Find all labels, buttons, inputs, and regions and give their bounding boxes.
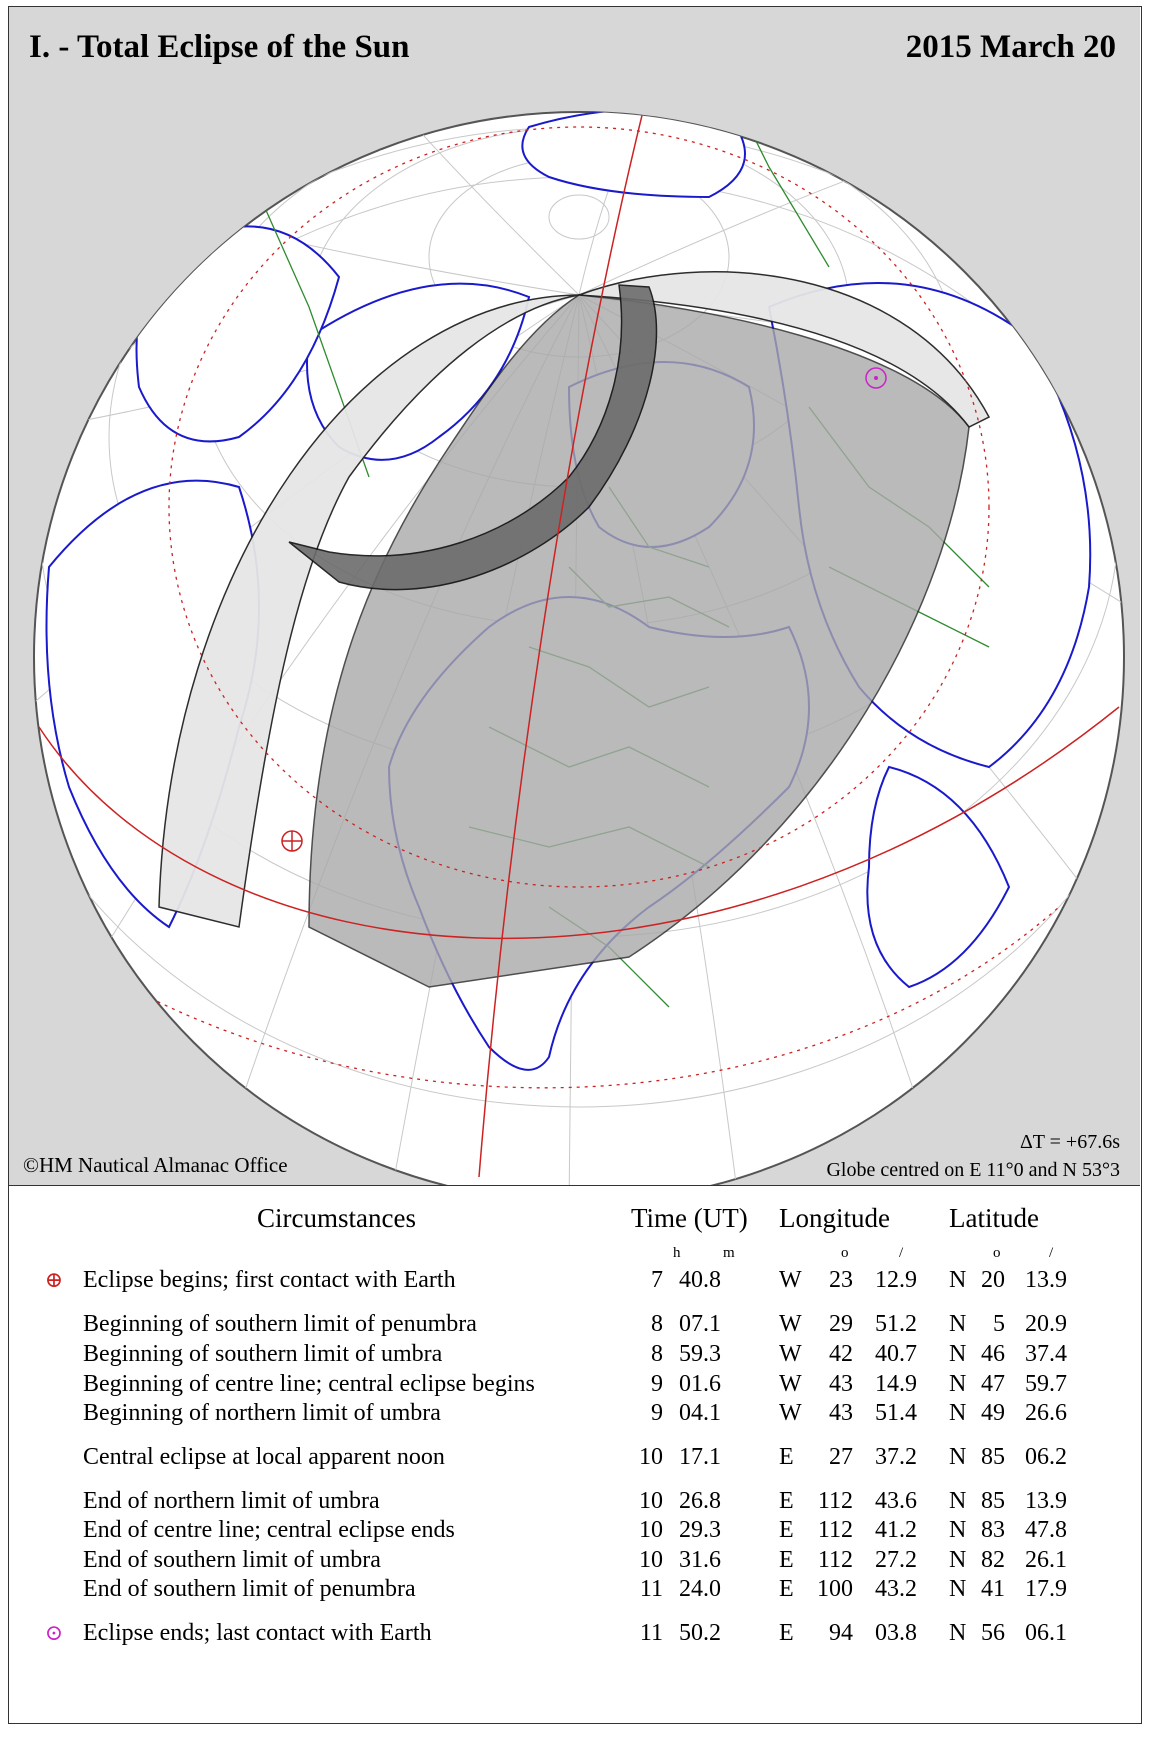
row-minutes: 07.1 xyxy=(679,1311,721,1337)
header-circumstances: Circumstances xyxy=(257,1203,416,1233)
row-lat-deg: 20 xyxy=(981,1267,1005,1293)
row-lon-deg: 27 xyxy=(829,1444,853,1470)
row-ew: E xyxy=(779,1547,794,1573)
row-minutes: 50.2 xyxy=(679,1620,721,1646)
row-lon-deg: 112 xyxy=(817,1517,853,1543)
row-lat-deg: 5 xyxy=(993,1311,1005,1337)
row-lon-deg: 94 xyxy=(829,1620,853,1646)
row-hours: 11 xyxy=(639,1576,663,1602)
row-ew: E xyxy=(779,1620,794,1646)
table-row xyxy=(9,1311,1140,1341)
row-lat-min: 47.8 xyxy=(1025,1517,1067,1543)
row-ns: N xyxy=(949,1576,967,1602)
table-row xyxy=(9,1400,1140,1430)
delta-t-note: ΔT = +67.6s xyxy=(1019,1131,1120,1153)
row-lat-min: 26.1 xyxy=(1025,1547,1067,1573)
row-hours: 10 xyxy=(639,1547,663,1573)
table-row xyxy=(9,1371,1140,1401)
row-minutes: 40.8 xyxy=(679,1267,721,1293)
first-contact-marker xyxy=(282,831,302,851)
table-row xyxy=(9,1620,1140,1650)
row-lat-deg: 83 xyxy=(981,1517,1005,1543)
row-hours: 9 xyxy=(651,1400,663,1426)
row-symbol-icon: ⊙ xyxy=(44,1620,64,1645)
row-ns: N xyxy=(949,1400,967,1426)
eclipse-chart-frame xyxy=(8,6,1142,1724)
row-minutes: 17.1 xyxy=(679,1444,721,1470)
row-minutes: 59.3 xyxy=(679,1341,721,1367)
row-lon-min: 43.6 xyxy=(875,1488,917,1514)
table-row xyxy=(9,1576,1140,1606)
row-lon-min: 40.7 xyxy=(875,1341,917,1367)
row-lat-deg: 82 xyxy=(981,1547,1005,1573)
row-hours: 8 xyxy=(651,1341,663,1367)
row-hours: 7 xyxy=(651,1267,663,1293)
row-lat-min: 59.7 xyxy=(1025,1371,1067,1397)
row-ew: E xyxy=(779,1517,794,1543)
row-ew: E xyxy=(779,1576,794,1602)
copyright-note: ©HM Nautical Almanac Office xyxy=(23,1153,288,1177)
header-latitude: Latitude xyxy=(949,1203,1039,1233)
chart-title: I. - Total Eclipse of the Sun xyxy=(29,29,410,65)
row-ew: W xyxy=(779,1371,802,1397)
row-lon-deg: 43 xyxy=(829,1371,853,1397)
row-ew: W xyxy=(779,1341,802,1367)
row-ns: N xyxy=(949,1517,967,1543)
row-minutes: 29.3 xyxy=(679,1517,721,1543)
table-row xyxy=(9,1488,1140,1518)
row-hours: 9 xyxy=(651,1371,663,1397)
row-ew: E xyxy=(779,1444,794,1470)
table-row xyxy=(9,1547,1140,1577)
row-ns: N xyxy=(949,1341,967,1367)
row-lat-deg: 85 xyxy=(981,1488,1005,1514)
row-minutes: 01.6 xyxy=(679,1371,721,1397)
chart-date: 2015 March 20 xyxy=(905,29,1116,65)
row-ns: N xyxy=(949,1488,967,1514)
row-label: Eclipse begins; first contact with Earth xyxy=(83,1267,456,1293)
table-row xyxy=(9,1267,1140,1297)
header-longitude: Longitude xyxy=(779,1203,890,1233)
row-lat-deg: 49 xyxy=(981,1400,1005,1426)
row-ew: W xyxy=(779,1311,802,1337)
row-lat-deg: 41 xyxy=(981,1576,1005,1602)
unit-hours: h xyxy=(673,1245,681,1261)
row-ew: W xyxy=(779,1400,802,1426)
row-lat-min: 37.4 xyxy=(1025,1341,1067,1367)
row-lat-min: 20.9 xyxy=(1025,1311,1067,1337)
row-minutes: 24.0 xyxy=(679,1576,721,1602)
globe-centre-note: Globe centred on E 11°0 and N 53°3 xyxy=(826,1159,1120,1181)
row-lon-min: 51.4 xyxy=(875,1400,917,1426)
row-lon-deg: 23 xyxy=(829,1267,853,1293)
row-lat-deg: 47 xyxy=(981,1371,1005,1397)
map-panel xyxy=(9,7,1140,1186)
unit-lon-degrees: o xyxy=(841,1245,849,1261)
row-label: Beginning of southern limit of penumbra xyxy=(83,1311,477,1337)
row-lon-deg: 43 xyxy=(829,1400,853,1426)
row-ns: N xyxy=(949,1620,967,1646)
row-label: Beginning of southern limit of umbra xyxy=(83,1341,443,1367)
table-row xyxy=(9,1444,1140,1474)
row-ew: E xyxy=(779,1488,794,1514)
row-label: End of southern limit of umbra xyxy=(83,1547,381,1573)
row-lat-min: 26.6 xyxy=(1025,1400,1067,1426)
unit-lat-minutes: / xyxy=(1049,1245,1054,1261)
row-label: End of southern limit of penumbra xyxy=(83,1576,416,1602)
row-minutes: 04.1 xyxy=(679,1400,721,1426)
header-time: Time (UT) xyxy=(631,1203,748,1233)
row-lon-min: 12.9 xyxy=(875,1267,917,1293)
row-ns: N xyxy=(949,1547,967,1573)
row-lon-min: 41.2 xyxy=(875,1517,917,1543)
row-hours: 10 xyxy=(639,1488,663,1514)
table-row xyxy=(9,1517,1140,1547)
row-lon-min: 51.2 xyxy=(875,1311,917,1337)
row-ns: N xyxy=(949,1267,967,1293)
row-lon-deg: 112 xyxy=(817,1488,853,1514)
globe-map xyxy=(9,7,1140,1185)
row-lon-deg: 100 xyxy=(817,1576,853,1602)
row-lat-deg: 85 xyxy=(981,1444,1005,1470)
row-lon-min: 14.9 xyxy=(875,1371,917,1397)
row-lat-min: 17.9 xyxy=(1025,1576,1067,1602)
unit-minutes: m xyxy=(723,1245,735,1261)
unit-lat-degrees: o xyxy=(993,1245,1001,1261)
row-lon-deg: 42 xyxy=(829,1341,853,1367)
unit-lon-minutes: / xyxy=(899,1245,904,1261)
row-lon-min: 03.8 xyxy=(875,1620,917,1646)
row-label: Beginning of northern limit of umbra xyxy=(83,1400,441,1426)
row-lat-deg: 56 xyxy=(981,1620,1005,1646)
row-lat-min: 13.9 xyxy=(1025,1488,1067,1514)
row-lat-deg: 46 xyxy=(981,1341,1005,1367)
row-ns: N xyxy=(949,1371,967,1397)
row-label: Beginning of centre line; central eclipse begins xyxy=(83,1371,535,1397)
row-hours: 10 xyxy=(639,1444,663,1470)
row-lat-min: 06.1 xyxy=(1025,1620,1067,1646)
row-ns: N xyxy=(949,1311,967,1337)
row-minutes: 31.6 xyxy=(679,1547,721,1573)
row-lon-deg: 29 xyxy=(829,1311,853,1337)
row-symbol-icon: ⊕ xyxy=(44,1267,64,1292)
row-lon-deg: 112 xyxy=(817,1547,853,1573)
row-lon-min: 37.2 xyxy=(875,1444,917,1470)
row-lat-min: 06.2 xyxy=(1025,1444,1067,1470)
row-label: End of northern limit of umbra xyxy=(83,1488,380,1514)
row-minutes: 26.8 xyxy=(679,1488,721,1514)
row-lon-min: 43.2 xyxy=(875,1576,917,1602)
row-lon-min: 27.2 xyxy=(875,1547,917,1573)
row-ns: N xyxy=(949,1444,967,1470)
row-hours: 8 xyxy=(651,1311,663,1337)
row-ew: W xyxy=(779,1267,802,1293)
row-lat-min: 13.9 xyxy=(1025,1267,1067,1293)
row-label: Eclipse ends; last contact with Earth xyxy=(83,1620,432,1646)
table-row xyxy=(9,1341,1140,1371)
row-hours: 10 xyxy=(639,1517,663,1543)
row-hours: 11 xyxy=(639,1620,663,1646)
row-label: Central eclipse at local apparent noon xyxy=(83,1444,445,1470)
row-label: End of centre line; central eclipse ends xyxy=(83,1517,455,1543)
